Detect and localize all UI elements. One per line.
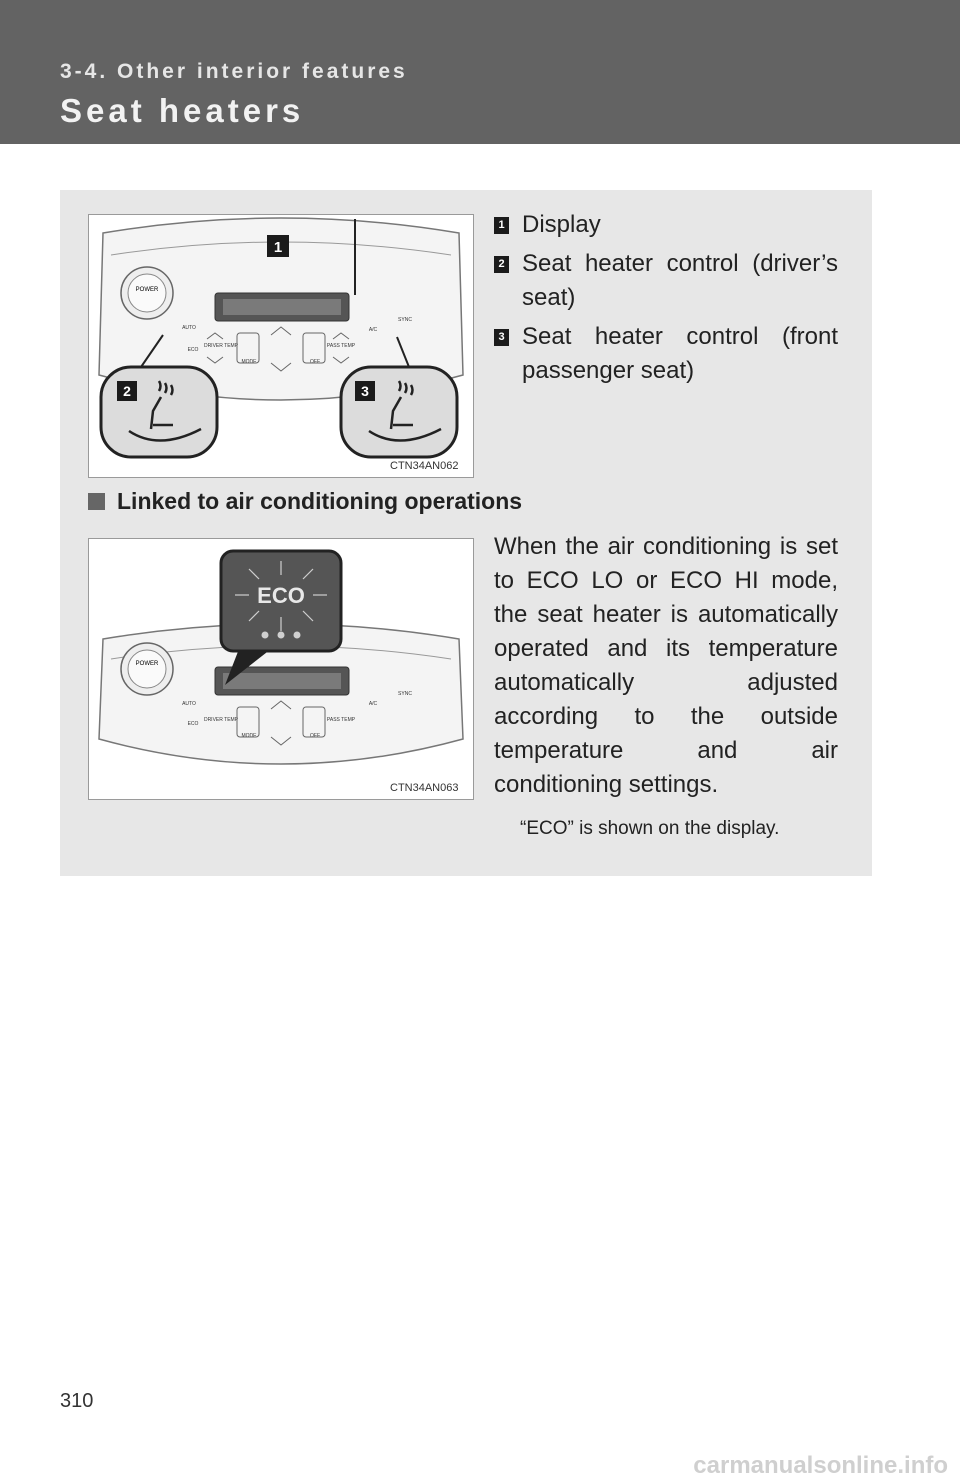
legend-number: 2	[494, 256, 509, 273]
pass-temp-label: PASS TEMP	[326, 343, 356, 349]
driver-temp-label: DRIVER TEMP	[203, 717, 239, 723]
level-dots	[262, 632, 301, 639]
body-paragraph: When the air conditioning is set to ECO LO or ECO HI mode, the seat heater is automatically operated and its temperature automatically adjusted according to the outside temperature and air conditioning settings.	[494, 533, 838, 798]
note-text: “ECO” is shown on the display.	[520, 818, 780, 839]
legend-text: Display	[522, 211, 601, 238]
eco-indicator: ECO	[257, 583, 305, 608]
driver-temp-label: DRIVER TEMP	[203, 343, 239, 349]
mode-label: MODE	[241, 733, 257, 739]
pass-temp-label: PASS TEMP	[326, 717, 356, 723]
legend-text: Seat heater control (driver’s seat)	[522, 250, 838, 311]
page-number: 310	[60, 1390, 94, 1412]
legend	[494, 208, 838, 393]
ac-label: A/C	[368, 327, 378, 333]
power-label: POWER	[135, 661, 159, 667]
eco-display-illustration	[89, 539, 473, 799]
driver-seat-zoom	[101, 367, 217, 457]
off-label: OFF	[310, 359, 320, 365]
figure-eco-display	[88, 538, 474, 800]
ac-label: A/C	[368, 701, 378, 707]
figure-code: CTN34AN062	[390, 460, 459, 472]
off-label: OFF	[310, 733, 320, 739]
watermark: carmanualsonline.info	[693, 1452, 948, 1479]
eco-label: ECO	[187, 347, 199, 353]
legend-item	[494, 320, 838, 388]
legend-number: 1	[494, 217, 509, 234]
mode-label: MODE	[241, 359, 257, 365]
page-title: Seat heaters	[60, 92, 305, 129]
legend-item	[494, 208, 838, 242]
legend-number: 3	[494, 329, 509, 346]
page-header	[0, 0, 960, 144]
sync-label: SYNC	[398, 317, 412, 323]
figure-control-panel	[88, 214, 474, 478]
legend-text: Seat heater control (front passenger seat)	[522, 323, 838, 384]
auto-label: AUTO	[182, 701, 196, 707]
passenger-seat-zoom	[341, 367, 457, 457]
svg-text:3: 3	[361, 383, 369, 399]
square-bullet-icon	[88, 493, 105, 510]
figure-code: CTN34AN063	[390, 782, 459, 794]
svg-text:2: 2	[123, 383, 131, 399]
auto-label: AUTO	[182, 325, 196, 331]
power-label: POWER	[135, 287, 159, 293]
section-title: 3-4. Other interior features	[60, 60, 408, 83]
legend-item	[494, 247, 838, 315]
eco-label: ECO	[187, 721, 199, 727]
subheading: Linked to air conditioning operations	[88, 488, 522, 515]
control-panel-illustration	[89, 215, 473, 477]
svg-text:1: 1	[273, 239, 283, 256]
sync-label: SYNC	[398, 691, 412, 697]
